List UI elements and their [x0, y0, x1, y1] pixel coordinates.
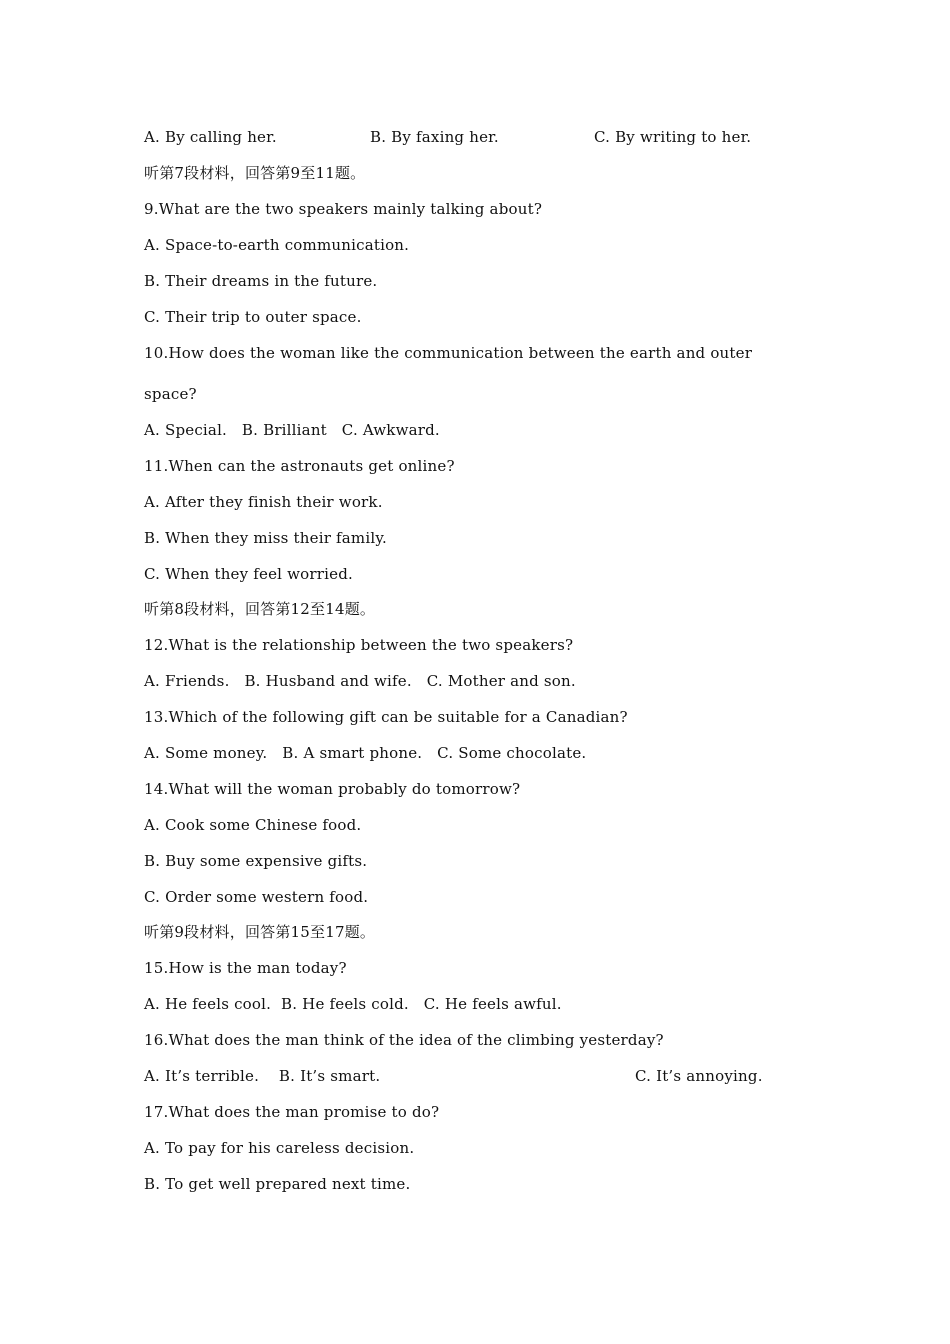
q16-option-c: C. It’s annoying. — [635, 1067, 763, 1085]
q11-option-b: B. When they miss their family. — [144, 529, 387, 547]
q9-option-b: B. Their dreams in the future. — [144, 272, 378, 290]
question-17: 17.What does the man promise to do? — [144, 1103, 440, 1121]
q11-option-c: C. When they feel worried. — [144, 565, 353, 583]
question-16: 16.What does the man think of the idea of the climbing yesterday? — [144, 1031, 664, 1049]
q15-options: A. He feels cool. B. He feels cold. C. He feels awful. — [144, 995, 562, 1013]
q13-options: A. Some money. B. A smart phone. C. Some chocolate. — [144, 744, 587, 762]
q14-option-b: B. Buy some expensive gifts. — [144, 852, 368, 870]
q9-option-c: C. Their trip to outer space. — [144, 308, 362, 326]
q8-option-c: C. By writing to her. — [594, 128, 752, 146]
question-12: 12.What is the relationship between the two speakers? — [144, 636, 574, 654]
question-13: 13.Which of the following gift can be suitable for a Canadian? — [144, 708, 628, 726]
section-heading: 听第7段材料，回答第9至11题。 — [144, 164, 366, 182]
q12-options: A. Friends. B. Husband and wife. C. Mother and son. — [144, 672, 576, 690]
q14-option-a: A. Cook some Chinese food. — [144, 816, 362, 834]
q17-option-a: A. To pay for his careless decision. — [144, 1139, 415, 1157]
q8-option-b: B. By faxing her. — [370, 128, 499, 146]
question-10: 10.How does the woman like the communication between the earth and outer — [144, 344, 753, 362]
q17-option-b: B. To get well prepared next time. — [144, 1175, 411, 1193]
question-11: 11.When can the astronauts get online? — [144, 457, 455, 475]
question-9: 9.What are the two speakers mainly talking about? — [144, 200, 543, 218]
question-15: 15.How is the man today? — [144, 959, 347, 977]
q8-option-a: A. By calling her. — [144, 128, 277, 146]
section-heading: 听第9段材料，回答第15至17题。 — [144, 923, 376, 941]
q16-options: A. It’s terrible. B. It’s smart. — [144, 1067, 381, 1085]
q10-options: A. Special. B. Brilliant C. Awkward. — [144, 421, 440, 439]
q11-option-a: A. After they finish their work. — [144, 493, 383, 511]
section-heading: 听第8段材料，回答第12至14题。 — [144, 600, 376, 618]
q14-option-c: C. Order some western food. — [144, 888, 369, 906]
q9-option-a: A. Space-to-earth communication. — [144, 236, 410, 254]
question-14: 14.What will the woman probably do tomorrow? — [144, 780, 521, 798]
question-10-cont: space? — [144, 385, 197, 403]
